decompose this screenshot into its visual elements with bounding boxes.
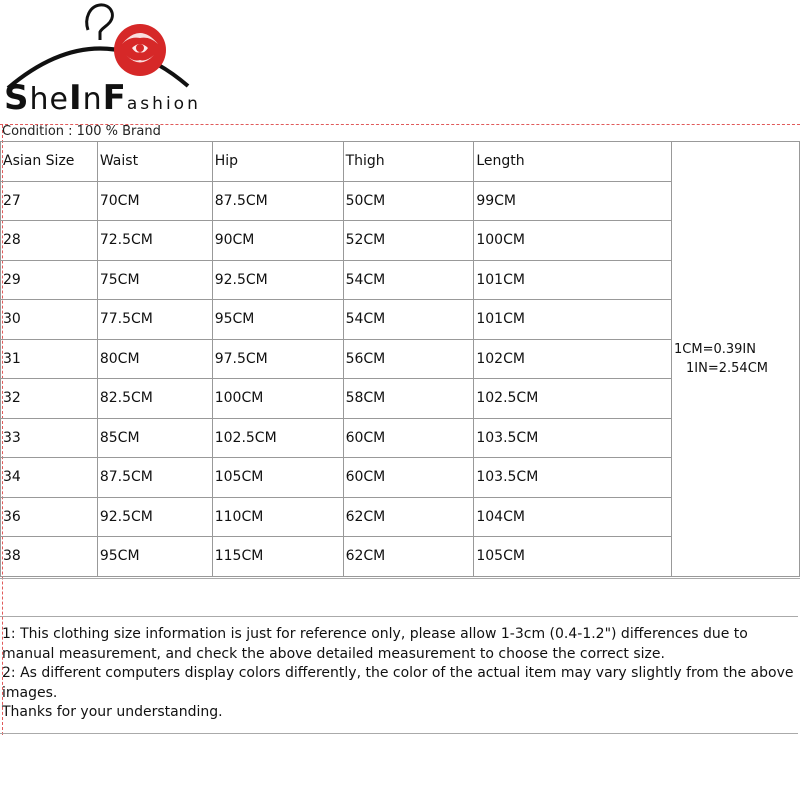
cell-thigh: 50CM xyxy=(343,181,474,221)
cell-length: 100CM xyxy=(474,221,672,261)
cell-waist: 87.5CM xyxy=(97,458,212,498)
cell-waist: 85CM xyxy=(97,418,212,458)
cell-hip: 100CM xyxy=(212,379,343,419)
header-asian-size: Asian Size xyxy=(1,142,98,182)
header-length: Length xyxy=(474,142,672,182)
cell-thigh: 62CM xyxy=(343,537,474,577)
cell-waist: 72.5CM xyxy=(97,221,212,261)
header-thigh: Thigh xyxy=(343,142,474,182)
condition-label: Condition : 100 % Brand xyxy=(2,124,161,139)
cell-waist: 70CM xyxy=(97,181,212,221)
cell-size: 36 xyxy=(1,497,98,537)
cell-thigh: 60CM xyxy=(343,418,474,458)
rose-icon xyxy=(114,24,166,76)
cell-waist: 82.5CM xyxy=(97,379,212,419)
cell-thigh: 62CM xyxy=(343,497,474,537)
cell-length: 99CM xyxy=(474,181,672,221)
cell-hip: 102.5CM xyxy=(212,418,343,458)
cell-waist: 77.5CM xyxy=(97,300,212,340)
cell-length: 105CM xyxy=(474,537,672,577)
cell-length: 103.5CM xyxy=(474,418,672,458)
size-chart-table xyxy=(0,141,800,577)
size-notes xyxy=(2,625,798,723)
cell-thigh: 54CM xyxy=(343,260,474,300)
note-thanks: Thanks for your understanding. xyxy=(2,704,223,720)
cell-thigh: 52CM xyxy=(343,221,474,261)
cell-length: 102CM xyxy=(474,339,672,379)
note-colors: 2: As different computers display colors differently, the color of the actual item may vary slightly from the above images. xyxy=(2,665,794,701)
cell-hip: 87.5CM xyxy=(212,181,343,221)
conversion-in-to-cm: 1IN=2.54CM xyxy=(686,360,768,376)
table-header-row xyxy=(1,142,800,182)
cell-hip: 90CM xyxy=(212,221,343,261)
conversion-cm-to-in: 1CM=0.39IN xyxy=(674,341,756,357)
cell-hip: 97.5CM xyxy=(212,339,343,379)
cell-size: 30 xyxy=(1,300,98,340)
cell-length: 102.5CM xyxy=(474,379,672,419)
note-measurement: 1: This clothing size information is just for reference only, please allow 1-3cm (0.4-1.2") differences due to manual measurement, and check the above detailed measurement to choose the correct size. xyxy=(2,626,748,662)
cell-thigh: 54CM xyxy=(343,300,474,340)
cell-size: 29 xyxy=(1,260,98,300)
cell-hip: 95CM xyxy=(212,300,343,340)
cell-length: 103.5CM xyxy=(474,458,672,498)
cell-size: 32 xyxy=(1,379,98,419)
cell-hip: 115CM xyxy=(212,537,343,577)
cell-waist: 80CM xyxy=(97,339,212,379)
brand-logo xyxy=(0,0,210,120)
cell-length: 104CM xyxy=(474,497,672,537)
table-bottom-divider xyxy=(0,578,800,579)
cell-size: 33 xyxy=(1,418,98,458)
conversion-note xyxy=(672,142,800,577)
cell-waist: 92.5CM xyxy=(97,497,212,537)
cell-size: 38 xyxy=(1,537,98,577)
cell-length: 101CM xyxy=(474,300,672,340)
logo-wordmark: SheInFashion xyxy=(4,78,201,118)
cell-thigh: 56CM xyxy=(343,339,474,379)
header-hip: Hip xyxy=(212,142,343,182)
cell-size: 31 xyxy=(1,339,98,379)
cell-length: 101CM xyxy=(474,260,672,300)
cell-hip: 92.5CM xyxy=(212,260,343,300)
cell-waist: 95CM xyxy=(97,537,212,577)
cell-size: 28 xyxy=(1,221,98,261)
cell-hip: 110CM xyxy=(212,497,343,537)
cell-thigh: 60CM xyxy=(343,458,474,498)
header-waist: Waist xyxy=(97,142,212,182)
cell-size: 27 xyxy=(1,181,98,221)
cell-thigh: 58CM xyxy=(343,379,474,419)
cell-hip: 105CM xyxy=(212,458,343,498)
cell-size: 34 xyxy=(1,458,98,498)
cell-waist: 75CM xyxy=(97,260,212,300)
